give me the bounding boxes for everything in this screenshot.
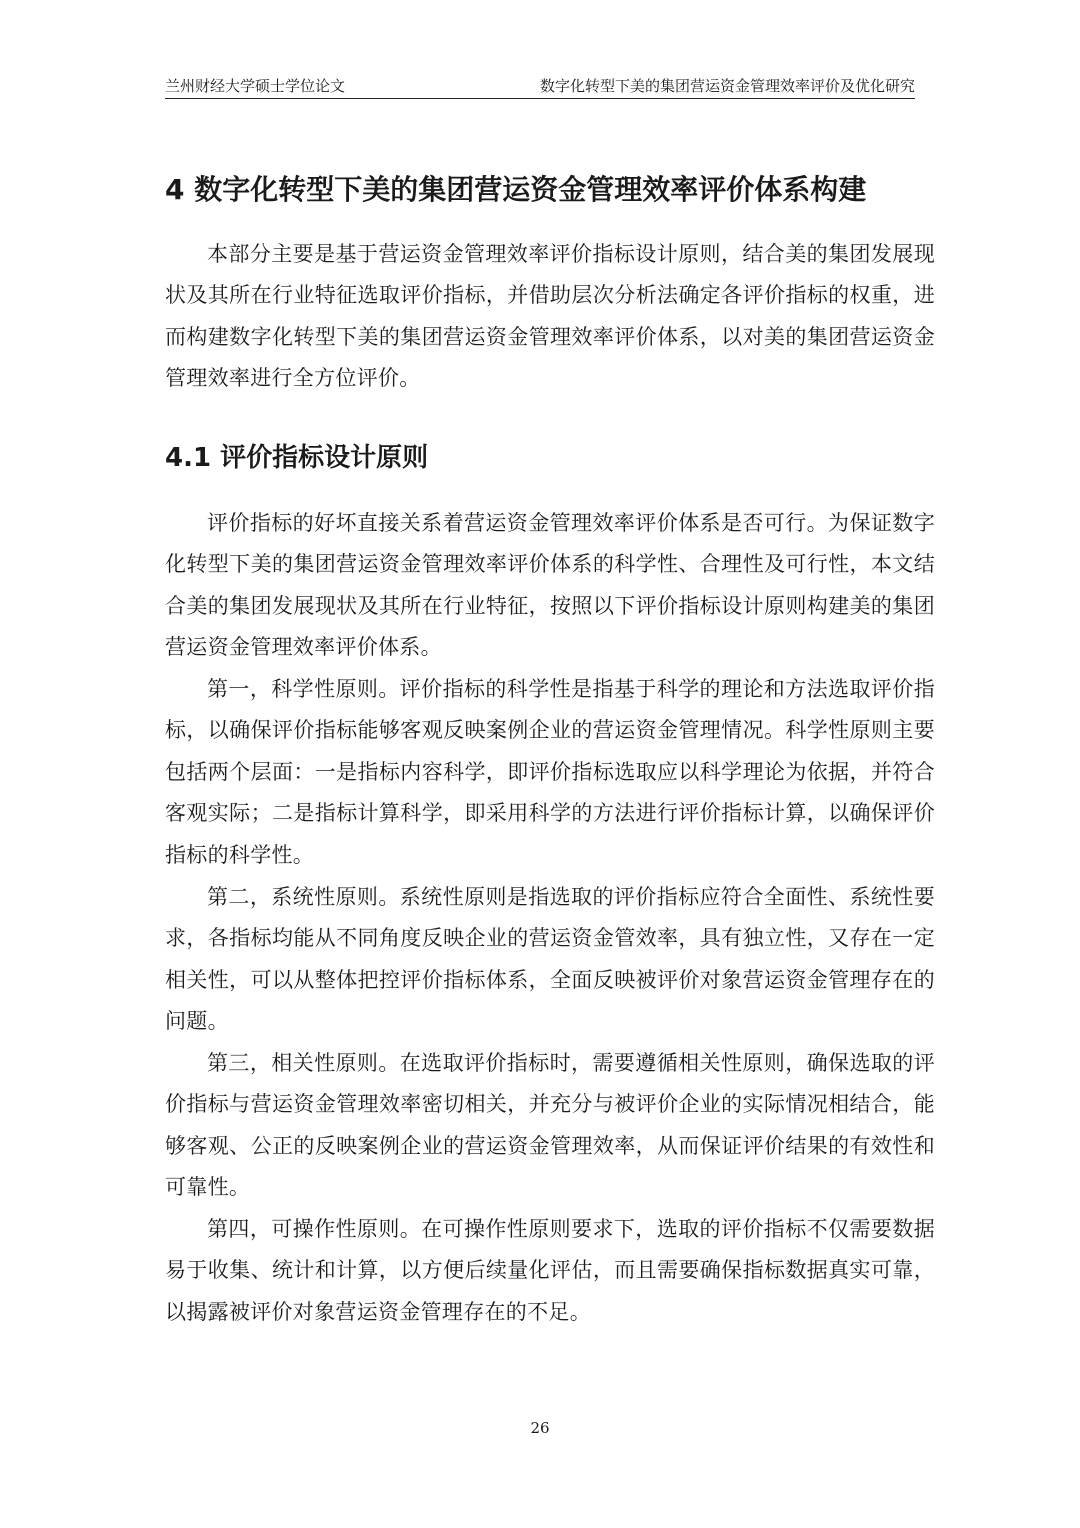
chapter-intro-paragraph: 本部分主要是基于营运资金管理效率评价指标设计原则，结合美的集团发展现状及其所在行业特征选取评价指标，并借助层次分析法确定各评价指标的权重，进而构建数字化转型下美的集团营运资金管理效率评价体系，以对美的集团营运资金管理效率进行全方位评价。 bbox=[165, 242, 935, 391]
section-paragraph-5: 第四，可操作性原则。在可操作性原则要求下，选取的评价指标不仅需要数据易于收集、统计和计算，以方便后续量化评估，而且需要确保指标数据真实可靠，以揭露被评价对象营运资金管理存在的不足。 bbox=[165, 1217, 935, 1324]
section-paragraph-1: 评价指标的好坏直接关系着营运资金管理效率评价体系是否可行。为保证数字化转型下美的集团营运资金管理效率评价体系的科学性、合理性及可行性，本文结合美的集团发展现状及其所在行业特征，按照以下评价指标设计原则构建美的集团营运资金管理效率评价体系。 bbox=[165, 511, 935, 660]
page-number: 26 bbox=[530, 1419, 550, 1437]
section-paragraph-4: 第三，相关性原则。在选取评价指标时，需要遵循相关性原则，确保选取的评价指标与营运资金管理效率密切相关，并充分与被评价企业的实际情况相结合，能够客观、公正的反映案例企业的营运资金管理效率，从而保证评价结果的有效性和可靠性。 bbox=[165, 1051, 935, 1200]
header-university-title: 兰州财经大学硕士学位论文 bbox=[165, 77, 346, 95]
section-paragraph-2: 第一，科学性原则。评价指标的科学性是指基于科学的理论和方法选取评价指标，以确保评价指标能够客观反映案例企业的营运资金管理情况。科学性原则主要包括两个层面：一是指标内容科学，即评价指标选取应以科学理论为依据，并符合客观实际；二是指标计算科学，即采用科学的方法进行评价指标计算，以确保评价指标的科学性。 bbox=[165, 677, 935, 867]
section-title: 4.1 评价指标设计原则 bbox=[165, 443, 429, 473]
section-paragraph-3: 第二，系统性原则。系统性原则是指选取的评价指标应符合全面性、系统性要求，各指标均能从不同角度反映企业的营运资金管效率，具有独立性，又存在一定相关性，可以从整体把控评价指标体系，全面反映被评价对象营运资金管理存在的问题。 bbox=[165, 885, 935, 1034]
chapter-title: 4 数字化转型下美的集团营运资金管理效率评价体系构建 bbox=[165, 173, 867, 206]
header-thesis-title: 数字化转型下美的集团营运资金管理效率评价及优化研究 bbox=[539, 77, 915, 95]
running-header bbox=[165, 76, 915, 99]
